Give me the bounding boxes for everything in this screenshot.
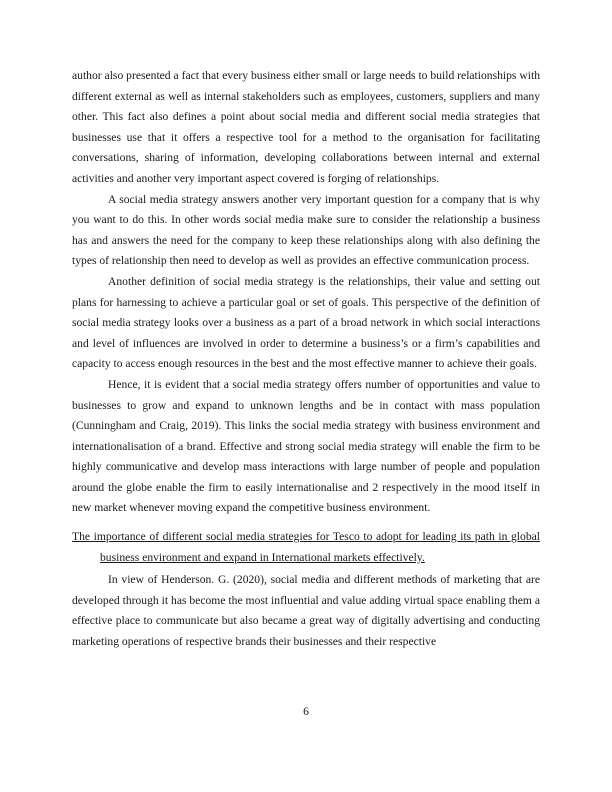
document-body	[72, 66, 540, 653]
paragraph-strategy-definition: Another definition of social media strategy is the relationships, their value and setting out plans for harnessing to achieve a particular goal or set of goals. This perspective of the definition of social media strategy looks over a business as a part of a broad network in which social interactions and level of influences are involved in order to determine a business’s or a firm’s capabilities and capacity to access enough resources in the best and the most effective manner to achieve their goals.	[72, 274, 540, 371]
section-heading: The importance of different social media strategies for Tesco to adopt for leading its path in global business environment and expand in International markets effectively.	[72, 530, 540, 564]
paragraph-opportunities: Hence, it is evident that a social media strategy offers number of opportunities and value to businesses to grow and expand to unknown lengths and be in contact with mass population (Cunningham and Craig, 2019). This links the social media strategy with business environment and internationalisation of a brand. Effective and strong social media strategy will enable the firm to be highly communicative and develop mass interactions with large number of people and population around the globe enable the firm to easily internationalise and 2 respectively in the mood itself in new market whenever moving expand the competitive business environment.	[72, 377, 540, 515]
paragraph-henderson: In view of Henderson. G. (2020), social media and different methods of marketing that are developed through it has become the most influential and value adding virtual space enabling them a effective place to communicate but also became a great way of digitally advertising and conducting marketing operations of respective brands their businesses and their respective	[72, 573, 540, 649]
page-number: 6	[303, 705, 309, 718]
paragraph-strategy-question: A social media strategy answers another very important question for a company that is why you want to do this. In other words social media make sure to consider the relationship a business has and answers the need for the company to keep these relationships along with also defining the types of relationship then need to develop as well as provides an effective communication process.	[72, 192, 540, 268]
paragraph-continuation: author also presented a fact that every business either small or large needs to build relationships with different external as well as internal stakeholders such as employees, customers, suppliers and many other. This fact also defines a point about social media and different social media strategies that businesses use that it offers a respective tool for a method to the organisation for facilitating conversations, sharing of information, developing collaborations between internal and external activities and another very important aspect covered is forging of relationships.	[72, 69, 540, 185]
